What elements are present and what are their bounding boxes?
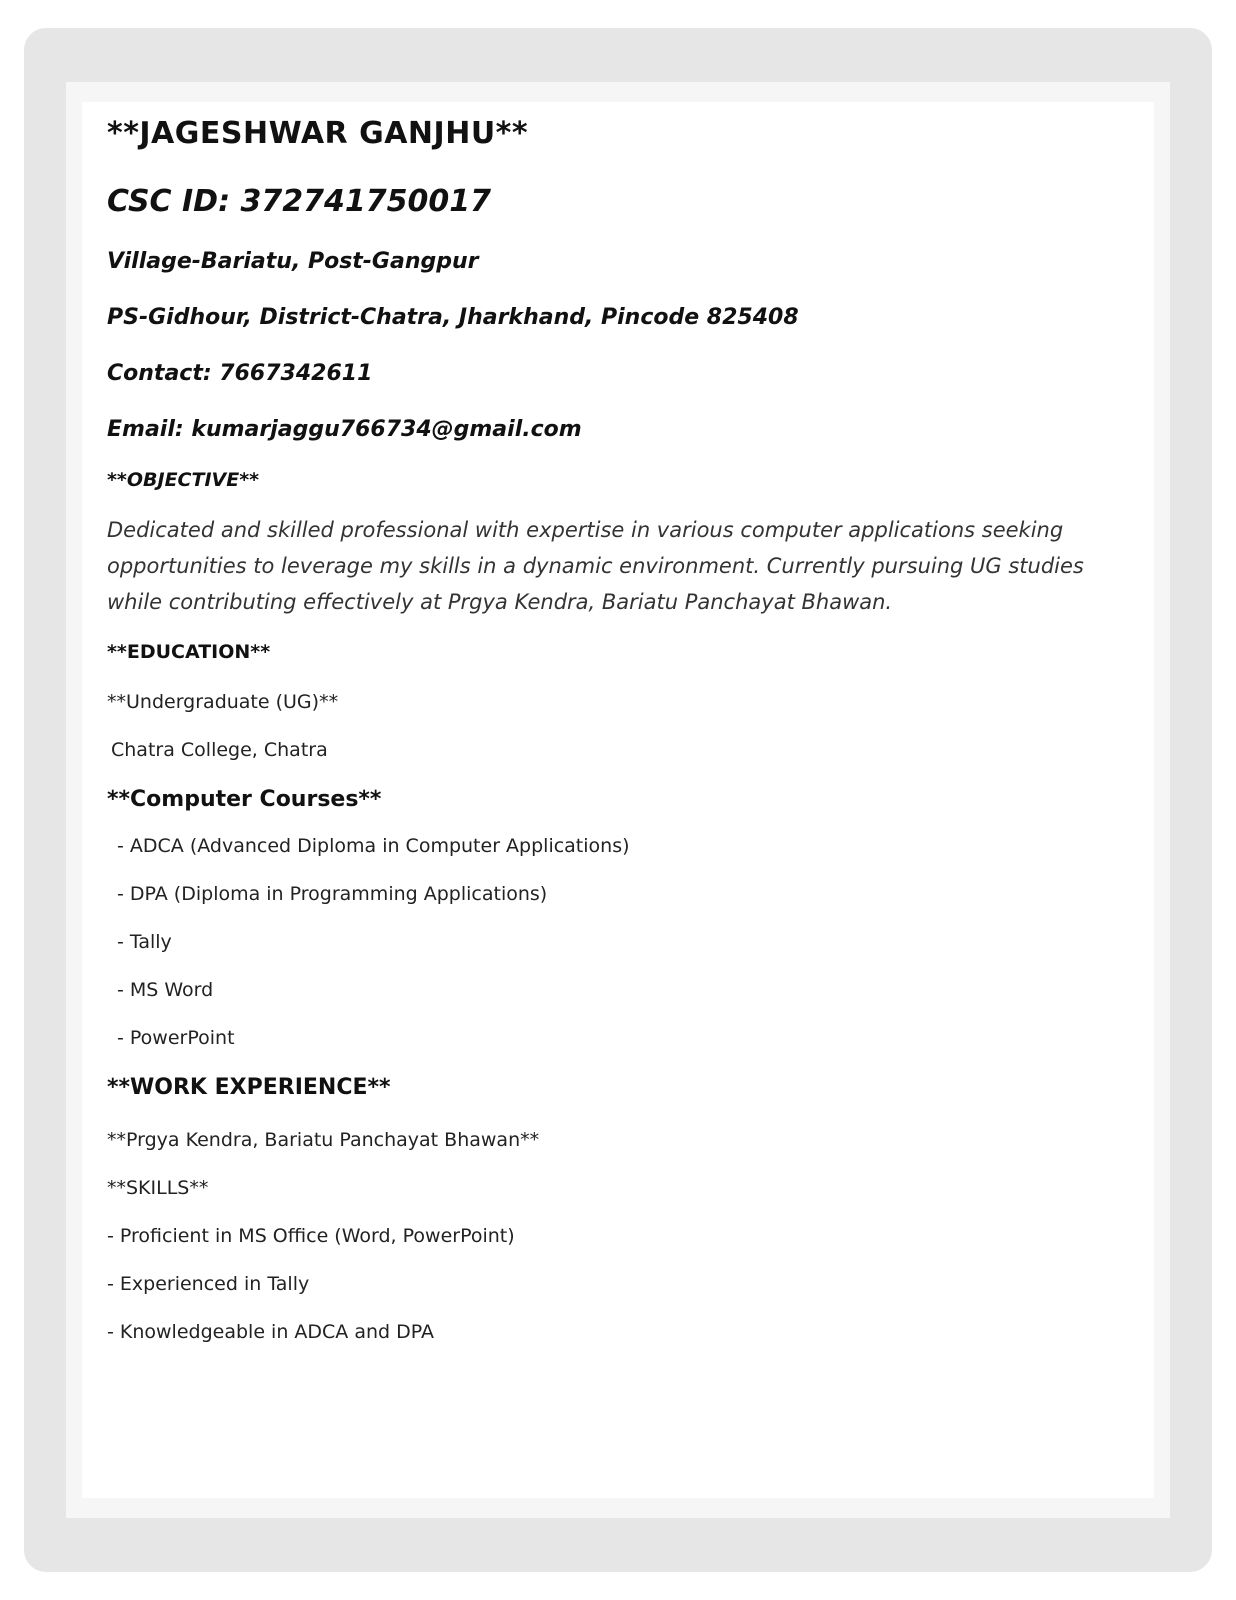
skill-item: - Experienced in Tally: [107, 1273, 310, 1295]
email-address: Email: kumarjaggu766734@gmail.com: [107, 417, 582, 442]
contact-number: Contact: 7667342611: [107, 361, 373, 386]
courses-heading: **Computer Courses**: [107, 787, 382, 812]
candidate-name: **JAGESHWAR GANJHU**: [107, 116, 529, 151]
courses-list: [107, 832, 1107, 1052]
objective-line: opportunities to leverage my skills in a dynamic environment. Currently pursuing UG studies: [107, 554, 1084, 578]
course-item: - MS Word: [117, 979, 214, 1001]
resume-content: [107, 112, 1107, 1346]
objective-line: while contributing effectively at Prgya Kendra, Bariatu Panchayat Bhawan.: [107, 590, 893, 614]
course-item: - Tally: [117, 931, 172, 953]
csc-id: CSC ID: 372741750017: [107, 184, 492, 219]
objective-line: Dedicated and skilled professional with expertise in various computer applications seeking: [107, 518, 1064, 542]
skill-item: - Proficient in MS Office (Word, PowerPoint): [107, 1225, 515, 1247]
address-line-2: PS-Gidhour, District-Chatra, Jharkhand, Pincode 825408: [107, 305, 799, 330]
ug-label: **Undergraduate (UG)**: [107, 691, 339, 713]
page-border: [66, 82, 1170, 1518]
address-line-1: Village-Bariatu, Post-Gangpur: [107, 249, 479, 274]
course-item: - PowerPoint: [117, 1027, 235, 1049]
college-name: Chatra College, Chatra: [111, 739, 328, 761]
course-item: - ADCA (Advanced Diploma in Computer Applications): [117, 835, 630, 857]
education-heading: **EDUCATION**: [107, 641, 271, 663]
skill-item: - Knowledgeable in ADCA and DPA: [107, 1321, 434, 1343]
work-experience-heading: **WORK EXPERIENCE**: [107, 1075, 391, 1100]
page-frame: [24, 28, 1212, 1572]
objective-text: [107, 512, 1107, 620]
document-page: [82, 102, 1154, 1498]
objective-heading: **OBJECTIVE**: [107, 469, 260, 491]
skills-heading: **SKILLS**: [107, 1177, 209, 1199]
skills-list: [107, 1222, 1107, 1346]
course-item: - DPA (Diploma in Programming Applications): [117, 883, 548, 905]
work-organization: **Prgya Kendra, Bariatu Panchayat Bhawan**: [107, 1129, 540, 1151]
